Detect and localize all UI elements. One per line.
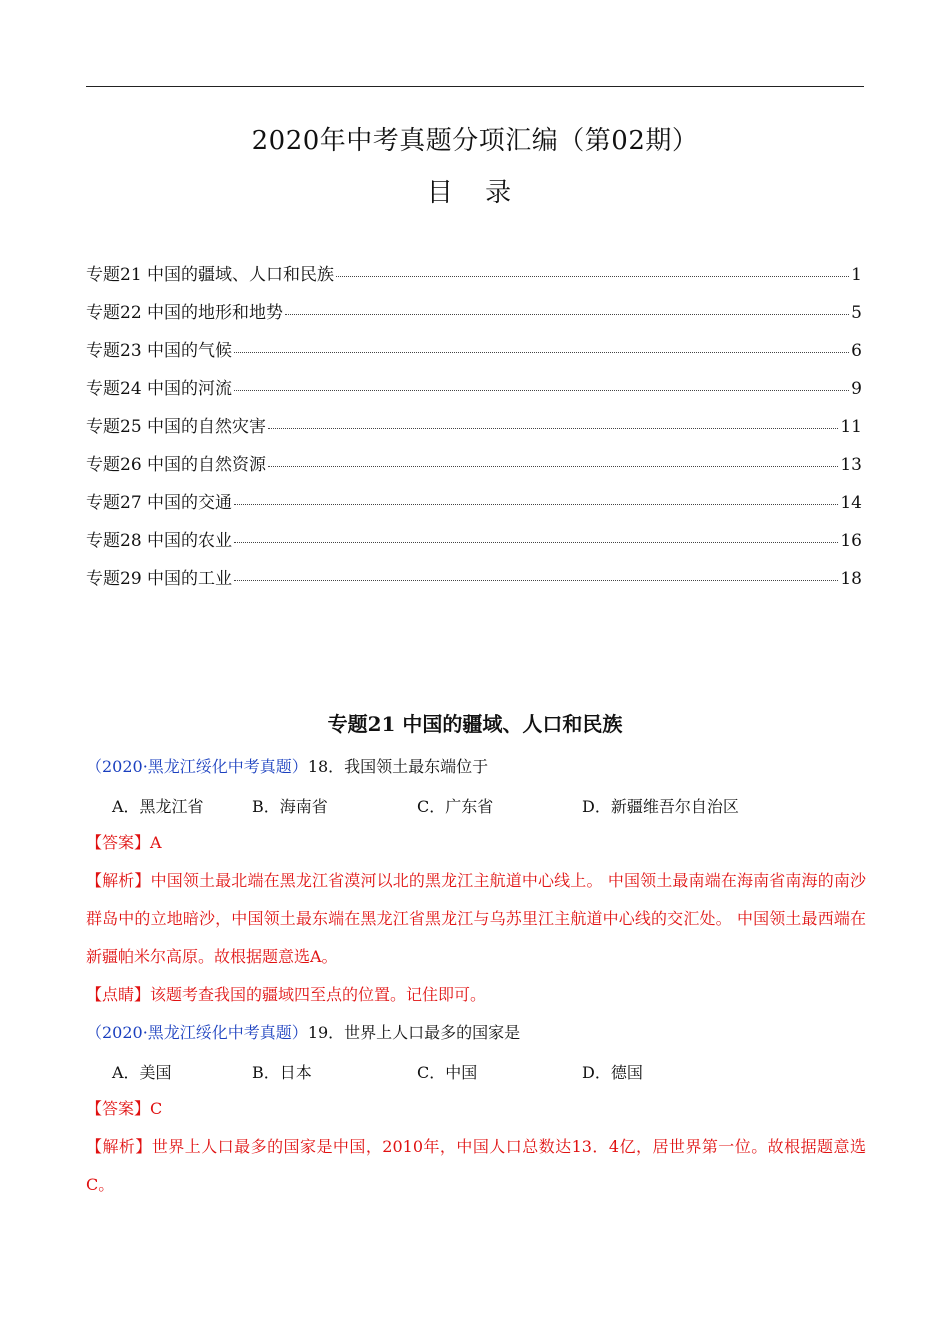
option-b: B．海南省 bbox=[252, 797, 328, 816]
toc-entry-label: 专题27 中国的交通 bbox=[86, 493, 233, 513]
toc-entry-label: 专题25 中国的自然灾害 bbox=[86, 417, 267, 437]
toc-entry[interactable] bbox=[86, 336, 862, 374]
option-a: A．黑龙江省 bbox=[112, 797, 204, 816]
section-title: 专题21 中国的疆域、人口和民族 bbox=[327, 712, 623, 736]
toc-entry-page: 5 bbox=[851, 303, 862, 323]
toc-entry[interactable] bbox=[86, 564, 862, 602]
comment-tag: 【点睛】 bbox=[86, 985, 151, 1004]
table-of-contents bbox=[86, 260, 862, 602]
option-a: A．美国 bbox=[112, 1063, 172, 1082]
toc-entry-label: 专题26 中国的自然资源 bbox=[86, 455, 267, 475]
toc-entry-page: 6 bbox=[851, 341, 862, 361]
document-title: 2020年中考真题分项汇编（第02期） bbox=[251, 126, 699, 156]
toc-entry[interactable] bbox=[86, 260, 862, 298]
toc-entry-page: 1 bbox=[851, 265, 862, 285]
toc-leader bbox=[234, 504, 838, 505]
option-d: D．德国 bbox=[582, 1063, 643, 1082]
option-d: D．新疆维吾尔自治区 bbox=[582, 797, 739, 816]
toc-entry[interactable] bbox=[86, 450, 862, 488]
question-source: （2020·黑龙江绥化中考真题） bbox=[86, 1023, 308, 1042]
analysis-paragraph bbox=[86, 1128, 866, 1204]
toc-leader bbox=[268, 466, 838, 467]
toc-entry-page: 9 bbox=[851, 379, 862, 399]
toc-leader bbox=[234, 390, 849, 391]
toc-entry-label: 专题21 中国的疆域、人口和民族 bbox=[86, 265, 335, 285]
toc-entry-page: 11 bbox=[840, 417, 862, 437]
comment-line bbox=[86, 976, 866, 1014]
question-text: 18．我国领土最东端位于 bbox=[307, 757, 489, 776]
question-source: （2020·黑龙江绥化中考真题） bbox=[86, 757, 308, 776]
answer-tag: 【答案】 bbox=[86, 1099, 151, 1118]
toc-entry[interactable] bbox=[86, 298, 862, 336]
analysis-tag: 【解析】 bbox=[86, 1137, 152, 1156]
toc-leader bbox=[336, 276, 849, 277]
answer-value: C bbox=[150, 1099, 163, 1118]
toc-entry-page: 13 bbox=[840, 455, 862, 475]
analysis-paragraph bbox=[86, 862, 866, 976]
toc-heading: 目 录 bbox=[426, 178, 524, 208]
toc-entry[interactable] bbox=[86, 488, 862, 526]
toc-entry-page: 16 bbox=[840, 531, 862, 551]
option-b: B．日本 bbox=[252, 1063, 312, 1082]
toc-leader bbox=[234, 580, 838, 581]
toc-entry-label: 专题23 中国的气候 bbox=[86, 341, 233, 361]
toc-leader bbox=[268, 428, 838, 429]
answer-line bbox=[86, 1090, 866, 1128]
option-c: C．广东省 bbox=[417, 797, 494, 816]
question-stem bbox=[86, 748, 866, 786]
answer-line bbox=[86, 824, 866, 862]
toc-entry-page: 14 bbox=[840, 493, 862, 513]
toc-entry-label: 专题28 中国的农业 bbox=[86, 531, 233, 551]
comment-text: 该题考查我国的疆域四至点的位置。记住即可。 bbox=[150, 985, 487, 1004]
toc-entry[interactable] bbox=[86, 374, 862, 412]
answer-tag: 【答案】 bbox=[86, 833, 151, 852]
analysis-text: 世界上人口最多的国家是中国，2010年，中国人口总数达13．4亿，居世界第一位。故根据题意选C。 bbox=[86, 1137, 866, 1194]
toc-entry-label: 专题29 中国的工业 bbox=[86, 569, 233, 589]
toc-entry-page: 18 bbox=[840, 569, 862, 589]
option-c: C．中国 bbox=[417, 1063, 478, 1082]
toc-entry[interactable] bbox=[86, 412, 862, 450]
toc-leader bbox=[234, 352, 849, 353]
header-rule bbox=[86, 86, 864, 87]
analysis-tag: 【解析】 bbox=[86, 871, 151, 890]
toc-leader bbox=[285, 314, 849, 315]
toc-leader bbox=[234, 542, 838, 543]
question-text: 19．世界上人口最多的国家是 bbox=[307, 1023, 521, 1042]
answer-value: A bbox=[150, 833, 162, 852]
question-stem bbox=[86, 1014, 866, 1052]
toc-entry[interactable] bbox=[86, 526, 862, 564]
toc-entry-label: 专题24 中国的河流 bbox=[86, 379, 233, 399]
analysis-text: 中国领土最北端在黑龙江省漠河以北的黑龙江主航道中心线上。 中国领土最南端在海南省南海的南沙群岛中的立地暗沙，中国领土最东端在黑龙江省黑龙江与乌苏里江主航道中心线的交汇处。 中国领土最西端在新疆帕米尔高原。故根据题意选A。 bbox=[86, 871, 866, 966]
toc-entry-label: 专题22 中国的地形和地势 bbox=[86, 303, 284, 323]
